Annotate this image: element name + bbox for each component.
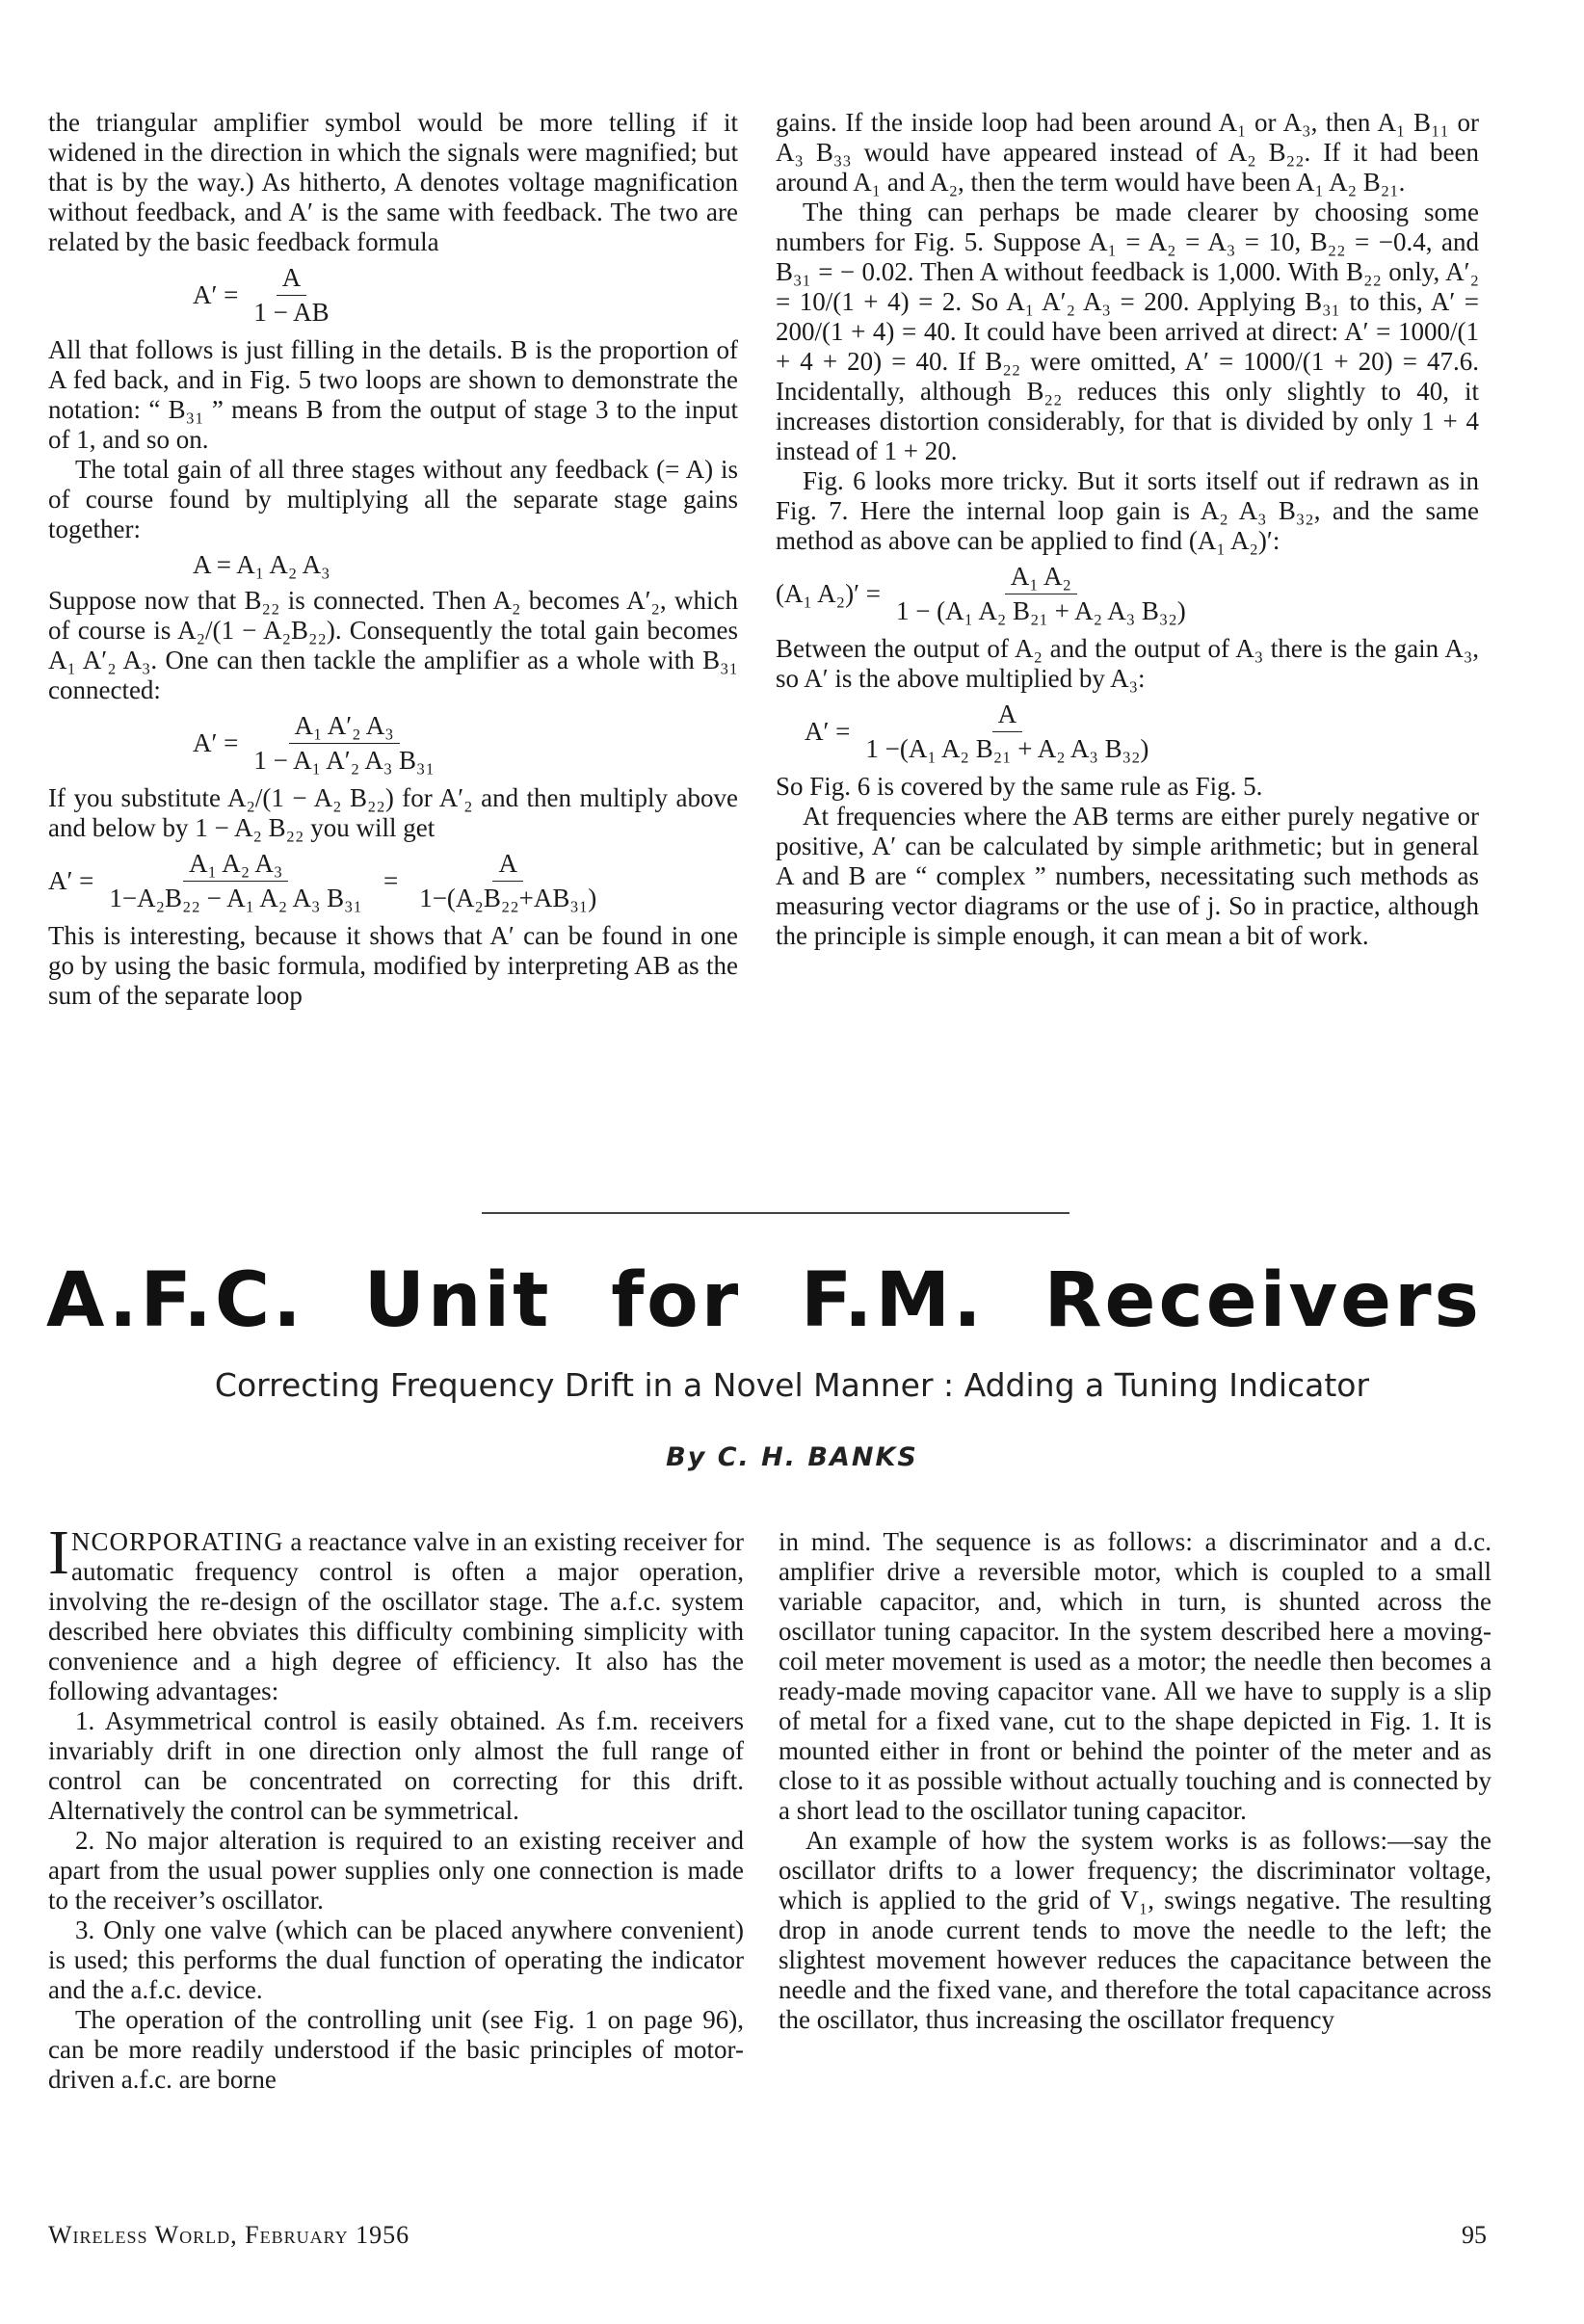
fraction bbox=[890, 562, 1192, 626]
article-headline bbox=[46, 1257, 1482, 1344]
paragraph: Suppose now that B₂₂ is connected. Then A₂ becomes A′₂, which of course is A₂/(1 − A₂B₂₂). Consequently the total gain becomes A₁ A′₂ A₃. One can then tackle the amplifier as a whole with B₃₁ connected: bbox=[48, 586, 738, 704]
numerator: A₁ A₂ A₃ bbox=[183, 849, 288, 882]
paragraph: Fig. 6 looks more tricky. But it sorts itself out if redrawn as in Fig. 7. Here the internal loop gain is A₂ A₃ B₃₂, and the same method as above can be applied to find (A₁ A₂)′: bbox=[776, 466, 1479, 555]
article-column-top-left bbox=[48, 108, 738, 1011]
equation-lhs: (A₁ A₂)′ = bbox=[776, 579, 881, 608]
advantages-list bbox=[48, 1706, 744, 2005]
equation-a1a2-prime bbox=[776, 562, 1479, 626]
numerator: A₁ A′₂ A₃ bbox=[289, 711, 400, 744]
headline-word: for bbox=[611, 1257, 742, 1344]
section-divider bbox=[482, 1212, 1069, 1214]
equation-lhs: A′ = bbox=[48, 866, 94, 895]
equation-lhs: A′ = bbox=[193, 728, 239, 757]
fraction bbox=[859, 700, 1154, 764]
denominator: 1 − AB bbox=[253, 298, 330, 327]
paragraph: If you substitute A₂/(1 − A₂ B₂₂) for A′₂ and then multiply above and below by 1 − A₂ B₂₂ you will get bbox=[48, 783, 738, 842]
equation-combined bbox=[48, 849, 738, 913]
equation-whole-amplifier bbox=[193, 711, 738, 776]
paragraph: in mind. The sequence is as follows: a discriminator and a d.c. amplifier drive a reversible motor, which is coupled to a small variable capacitor, and, which in turn, is shunted across the oscillator tuning capacitor. In the system described here a moving-coil meter movement is used as a motor; the needle then becomes a ready-made moving capacitor vane. All we have to supply is a slip of metal for a fixed vane, cut to the shape depicted in Fig. 1. It is mounted either in front or behind the pointer of the meter and as close to it as possible without actually touching and is connected by a short lead to the oscillator tuning capacitor. bbox=[779, 1527, 1492, 1825]
lead-text: a reactance valve in an existing receiver for automatic frequency control is often a major operation, involving the re-design of the oscillator stage. The a.f.c. system described here obviates this difficulty combining simplicity with convenience and a high degree of efficiency. It also has the following advantages: bbox=[48, 1527, 744, 1705]
headline-word: A.F.C. bbox=[46, 1257, 304, 1344]
fraction bbox=[248, 711, 439, 776]
equals-sign: = bbox=[383, 866, 399, 895]
fraction bbox=[103, 849, 368, 913]
article-byline: By C. H. BANKS bbox=[666, 1442, 918, 1472]
headline-word: Receivers bbox=[1043, 1257, 1482, 1344]
equation-a-prime-fig6 bbox=[805, 700, 1479, 764]
paragraph: All that follows is just filling in the details. B is the proportion of A fed back, and in Fig. 5 two loops are shown to demonstrate the notation: “ B₃₁ ” means B from the output of stage 3 to the input of 1, and so on. bbox=[48, 335, 738, 454]
numerator: A bbox=[277, 263, 307, 296]
equation-lhs: A′ = bbox=[193, 280, 239, 309]
paragraph: gains. If the inside loop had been around A₁ or A₃, then A₁ B₁₁ or A₃ B₃₃ would have appeared instead of A₂ B₂₂. If it had been around A₁ and A₂, then the term would have been A₁ A₂ B₂₁. bbox=[776, 108, 1479, 197]
paragraph: the triangular amplifier symbol would be more telling if it widened in the direction in which the signals were magnified; but that is by the way.) As hitherto, A denotes voltage magnification without feedback, and A′ is the same with feedback. The two are related by the basic feedback formula bbox=[48, 108, 738, 256]
paragraph: Between the output of A₂ and the output of A₃ there is the gain A₃, so A′ is the above multiplied by A₃: bbox=[776, 634, 1479, 693]
list-item: 2. No major alteration is required to an existing receiver and apart from the usual power supplies only one connection is made to the receiver’s oscillator. bbox=[48, 1826, 744, 1915]
paragraph: The total gain of all three stages without any feedback (= A) is of course found by multiplying all the separate stage gains together: bbox=[48, 455, 738, 543]
page-number: 95 bbox=[1462, 2221, 1487, 2249]
article-column-bottom-right bbox=[779, 1527, 1492, 2035]
article-subheading: Correcting Frequency Drift in a Novel Manner : Adding a Tuning Indicator bbox=[214, 1366, 1370, 1404]
footer-journal: Wireless World, February 1956 bbox=[48, 2221, 410, 2249]
equation-lhs: A′ = bbox=[805, 717, 851, 746]
equation-feedback-formula bbox=[193, 263, 738, 328]
headline-word: Unit bbox=[363, 1257, 552, 1344]
denominator: 1 − A₁ A′₂ A₃ B₃₁ bbox=[253, 746, 435, 775]
article-column-top-right bbox=[776, 108, 1479, 951]
paragraph: The thing can perhaps be made clearer by choosing some numbers for Fig. 5. Suppose A₁ = A₂ = A₃ = 10, B₂₂ = −0.4, and B₃₁ = − 0.02. Then A without feedback is 1,000. With B₂₂ only, A′₂ = 10/(1 + 4) = 2. So A₁ A′₂ A₃ = 200. Applying B₃₁ to this, A′ = 200/(1 + 4) = 40. It could have been arrived at direct: A′ = 1000/(1 + 4 + 20) = 40. If B₂₂ were omitted, A′ = 1000/(1 + 20) = 47.6. Incidentally, although B₂₂ reduces this only slightly to 40, it increases distortion considerably, for that is divided by only 1 + 4 instead of 1 + 20. bbox=[776, 198, 1479, 465]
denominator: 1−(A₂B₂₂+AB₃₁) bbox=[419, 884, 597, 912]
headline-word: F.M. bbox=[801, 1257, 985, 1344]
denominator: 1 − (A₁ A₂ B₂₁ + A₂ A₃ B₃₂) bbox=[895, 596, 1186, 625]
paragraph: An example of how the system works is as follows:—say the oscillator drifts to a lower frequency; the discriminator voltage, which is applied to the grid of V₁, swings negative. The resulting drop in anode current tends to move the needle to the left; the slightest movement however reduces the capacitance between the needle and the fixed vane, and therefore the total capacitance across the oscillator, thus increasing the oscillator frequency bbox=[779, 1826, 1492, 2034]
paragraph: So Fig. 6 is covered by the same rule as Fig. 5. bbox=[776, 772, 1263, 801]
lead-caps: NCORPORATING bbox=[70, 1527, 284, 1556]
drop-cap: I bbox=[48, 1518, 69, 1588]
list-item: 3. Only one valve (which can be placed anywhere convenient) is used; this performs the dual function of operating the indicator and the a.f.c. device. bbox=[48, 1915, 744, 2004]
denominator: 1 −(A₁ A₂ B₂₁ + A₂ A₃ B₃₂) bbox=[865, 734, 1149, 763]
list-item: 1. Asymmetrical control is easily obtained. As f.m. receivers invariably drift in one direction only almost the full range of control can be concentrated on correcting for this drift. Alternatively the control can be symmetrical. bbox=[48, 1706, 744, 1825]
paragraph: This is interesting, because it shows that A′ can be found in one go by using the basic formula, modified by interpreting AB as the sum of the separate loop bbox=[48, 921, 738, 1010]
paragraph: The operation of the controlling unit (see Fig. 1 on page 96), can be more readily understood if the basic principles of motor-driven a.f.c. are borne bbox=[48, 2005, 744, 2094]
article-column-bottom-left bbox=[48, 1518, 744, 2095]
denominator: 1−A₂B₂₂ − A₁ A₂ A₃ B₃₁ bbox=[109, 884, 362, 912]
fraction bbox=[413, 849, 602, 913]
numerator: A bbox=[992, 700, 1023, 732]
numerator: A bbox=[492, 849, 523, 882]
paragraph: At frequencies where the AB terms are either purely negative or positive, A′ can be calculated by simple arithmetic; but in general A and B are “ complex ” numbers, necessitating such methods as measuring vector diagrams or the use of j. So in practice, although the principle is simple enough, it can mean a bit of work. bbox=[776, 802, 1479, 950]
equation-total-gain: A = A₁ A₂ A₃ bbox=[193, 550, 330, 579]
lead-paragraph bbox=[48, 1518, 744, 1706]
numerator: A₁ A₂ bbox=[1005, 562, 1077, 594]
fraction bbox=[248, 263, 334, 328]
